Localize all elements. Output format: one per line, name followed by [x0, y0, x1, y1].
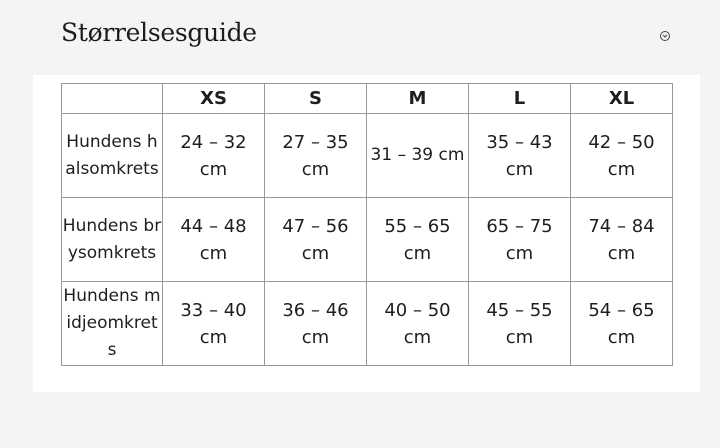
cell-value: 36 – 46 cm	[282, 299, 349, 348]
cell-value: 74 – 84 cm	[588, 215, 655, 264]
table-cell	[265, 114, 367, 198]
cell-value: 44 – 48 cm	[180, 215, 247, 264]
cell-value: 54 – 65 cm	[588, 299, 655, 348]
header-cell-xl: XL	[571, 84, 673, 114]
cell-value: 27 – 35 cm	[282, 131, 349, 180]
circle-minus-icon	[662, 33, 668, 39]
table-row	[62, 198, 673, 282]
row-label-waist	[62, 282, 163, 366]
cell-value: 35 – 43 cm	[486, 131, 553, 180]
table-header-row	[62, 84, 673, 114]
header-cell-empty	[62, 84, 163, 114]
size-guide-panel	[33, 75, 700, 392]
table-cell	[571, 282, 673, 366]
table-cell	[163, 198, 265, 282]
table-cell	[469, 198, 571, 282]
table-cell	[265, 282, 367, 366]
header-cell-xs: XS	[163, 84, 265, 114]
table-cell	[469, 282, 571, 366]
table-cell	[265, 198, 367, 282]
table-row	[62, 282, 673, 366]
table-cell	[367, 198, 469, 282]
header-cell-m: M	[367, 84, 469, 114]
table-cell	[367, 114, 469, 198]
table-cell	[571, 114, 673, 198]
row-label-text: Hundens midjeomkrets	[63, 286, 161, 360]
header-cell-l: L	[469, 84, 571, 114]
cell-value: 45 – 55 cm	[486, 299, 553, 348]
row-label-text: Hundens brysomkrets	[62, 215, 162, 263]
row-label-chest	[62, 198, 163, 282]
table-cell	[163, 114, 265, 198]
table-cell	[163, 282, 265, 366]
row-label-neck	[62, 114, 163, 198]
header-cell-s: S	[265, 84, 367, 114]
table-row	[62, 114, 673, 198]
cell-value: 24 – 32 cm	[180, 131, 247, 180]
cell-value: 33 – 40 cm	[180, 299, 247, 348]
table-cell	[367, 282, 469, 366]
page-title: Størrelsesguide	[61, 18, 257, 47]
cell-value: 42 – 50 cm	[588, 131, 655, 180]
cell-value: 47 – 56 cm	[282, 215, 349, 264]
cell-value: 31 – 39 cm	[370, 145, 465, 165]
cell-value: 40 – 50 cm	[384, 299, 451, 348]
table-cell	[571, 198, 673, 282]
table-cell	[469, 114, 571, 198]
collapse-toggle-button[interactable]	[660, 31, 670, 41]
row-label-text: Hundens halsomkrets	[65, 131, 159, 179]
cell-value: 65 – 75 cm	[486, 215, 553, 264]
size-table	[61, 83, 673, 366]
cell-value: 55 – 65 cm	[384, 215, 451, 264]
